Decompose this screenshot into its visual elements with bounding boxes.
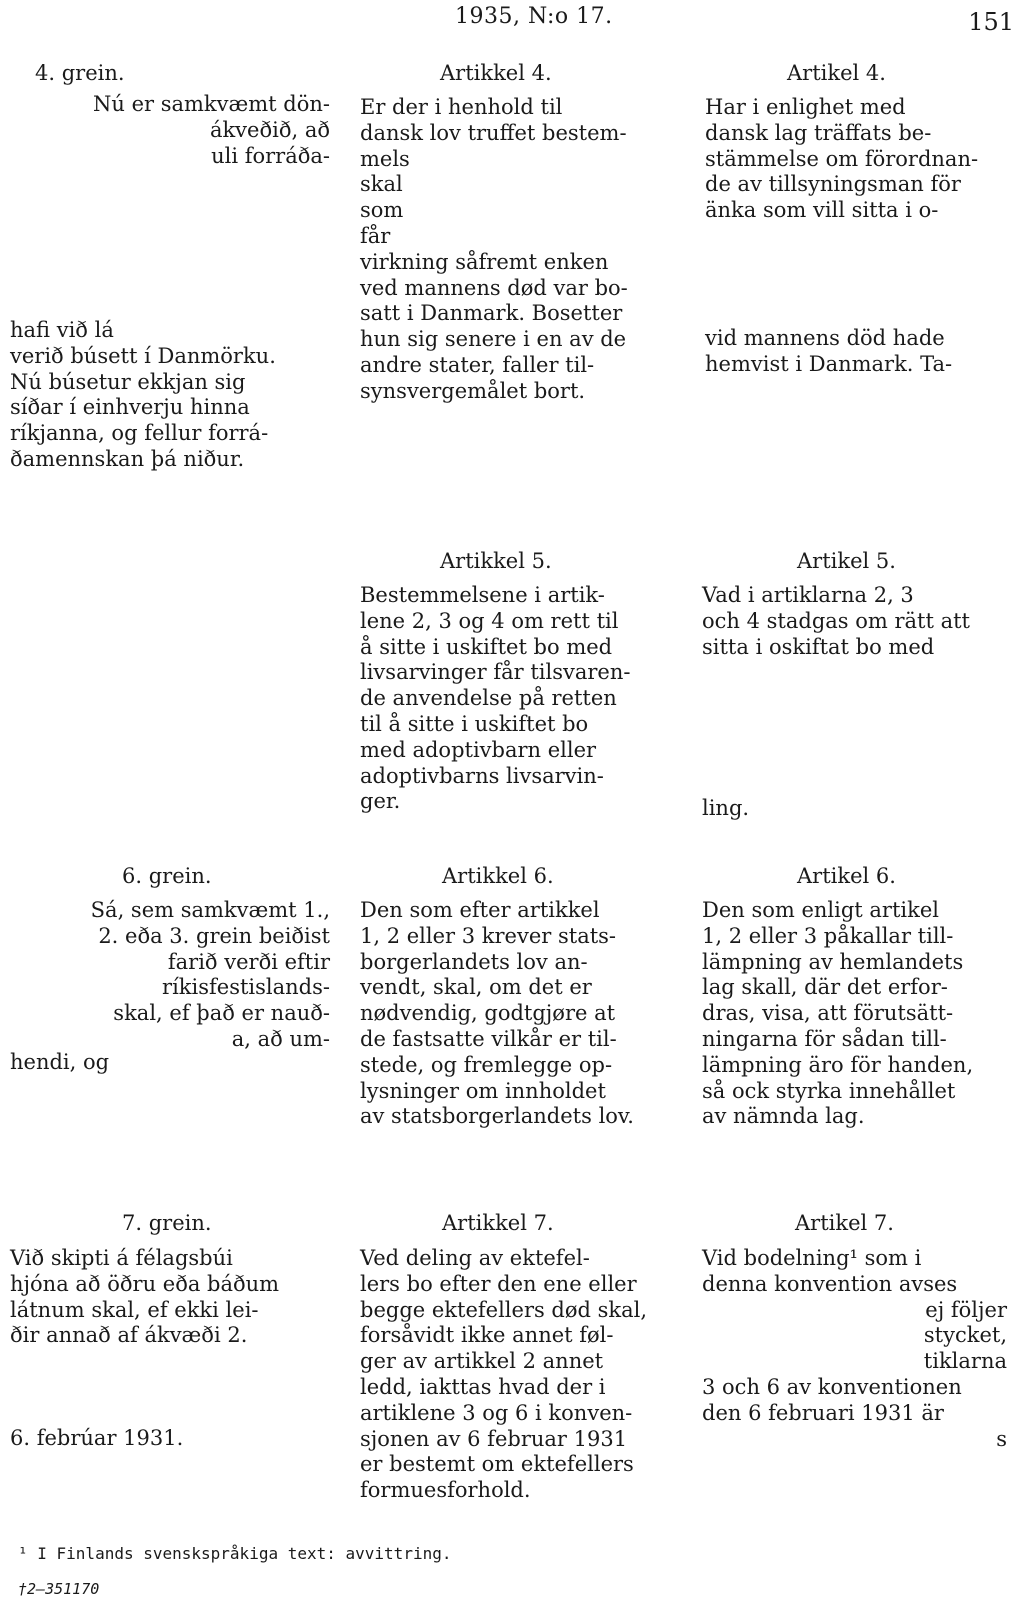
norwegian-article-4-text: Er der i henhold til dansk lov truffet bestem- mels skal som får virkning såfremt enken ved mannens død var bo- satt i Danmark. Bosetter hun sig senere i en av de andre stater, faller til- synsvergemålet bort.	[360, 95, 628, 403]
norwegian-article-4-heading: Artikkel 4.	[440, 61, 552, 85]
norwegian-article-6-text: Den som efter artikkel 1, 2 eller 3 krever stats- borgerlandets lov an- vendt, skal, om det er nødvendig, godtgjøre at de fastsatte vilkår er til- stede, og fremlegge op- lysninger om innholdet av statsborgerlandets lov.	[360, 898, 634, 1129]
icelandic-article-7-heading: 7. grein.	[122, 1211, 212, 1235]
swedish-article-5-heading: Artikel 5.	[797, 549, 896, 573]
icelandic-article-4-top: Nú er samkvæmt dön- ákveðið, að uli forráða-	[93, 92, 330, 168]
icelandic-article-6-heading: 6. grein.	[122, 864, 212, 888]
norwegian-article-5-text: Bestemmelsene i artik- lene 2, 3 og 4 om rett til å sitte i uskiftet bo med livsarvinger får tilsvaren- de anvendelse på retten til å sitte i uskiftet bo med adoptivbarn eller adoptivbarns livsarvin- ger.	[360, 583, 631, 814]
swedish-article-4-bottom: vid mannens död hade hemvist i Danmark. Ta-	[705, 326, 953, 376]
swedish-article-5-bottom: ling.	[702, 796, 750, 820]
swedish-article-5-top: Vad i artiklarna 2, 3 och 4 stadgas om rätt att sitta i oskiftat bo med	[702, 583, 970, 659]
page-number: 151	[968, 8, 1014, 36]
icelandic-article-6-bottom: hendi, og	[10, 1050, 110, 1074]
running-header: 1935, N:o 17.	[455, 4, 613, 29]
icelandic-article-4-bottom: hafi við lá verið búsett í Danmörku. Nú búsetur ekkjan sig síðar í einhverju hinna ríkjanna, og fellur forrá- ðamennskan þá niður.	[10, 318, 276, 471]
print-code: †2—351170	[18, 1580, 100, 1598]
norwegian-article-7-text: Ved deling av ektefel- lers bo efter den ene eller begge ektefellers død skal, forsåvidt ikke annet føl- ger av artikkel 2 annet ledd, iakttas hvad der i artiklene 3 og 6 i konven- sjonen av 6 februar 1931 er bestemt om ektefellers formuesforhold.	[360, 1246, 648, 1503]
swedish-article-6-text: Den som enligt artikel 1, 2 eller 3 påkallar till- lämpning av hemlandets lag skall, där det erfor- dras, visa, att förutsätt- ningarna för sådan till- lämpning äro för handen, så ock styrka innehållet av nämnda lag.	[702, 898, 974, 1129]
swedish-article-4-top: Har i enlighet med dansk lag träffats be- stämmelse om förordnan- de av tillsyningsman för änka som vill sitta i o-	[705, 95, 979, 223]
swedish-article-6-heading: Artikel 6.	[797, 864, 896, 888]
swedish-article-4-heading: Artikel 4.	[787, 61, 886, 85]
swedish-article-7-text: Vid bodelning¹ som i denna konvention avses ej följer stycket, tiklarna 3 och 6 av konventionen den 6 februari 1931 är s	[702, 1246, 1007, 1451]
swedish-article-7-heading: Artikel 7.	[795, 1211, 894, 1235]
footnote: ¹ I Finlands svenskspråkiga text: avvittring.	[18, 1544, 452, 1563]
icelandic-article-7-bottom: 6. febrúar 1931.	[10, 1426, 184, 1450]
norwegian-article-5-heading: Artikkel 5.	[440, 549, 552, 573]
norwegian-article-7-heading: Artikkel 7.	[442, 1211, 554, 1235]
icelandic-article-6-text: Sá, sem samkvæmt 1., 2. eða 3. grein beiðist farið verði eftir ríkisfestislands- skal, ef það er nauð- a, að um-	[90, 898, 330, 1051]
icelandic-article-4-heading: 4. grein.	[35, 61, 125, 85]
icelandic-article-7-text: Við skipti á félagsbúi hjóna að öðru eða báðum látnum skal, ef ekki lei- ðir annað af ákvæði 2.	[10, 1246, 280, 1348]
norwegian-article-6-heading: Artikkel 6.	[442, 864, 554, 888]
